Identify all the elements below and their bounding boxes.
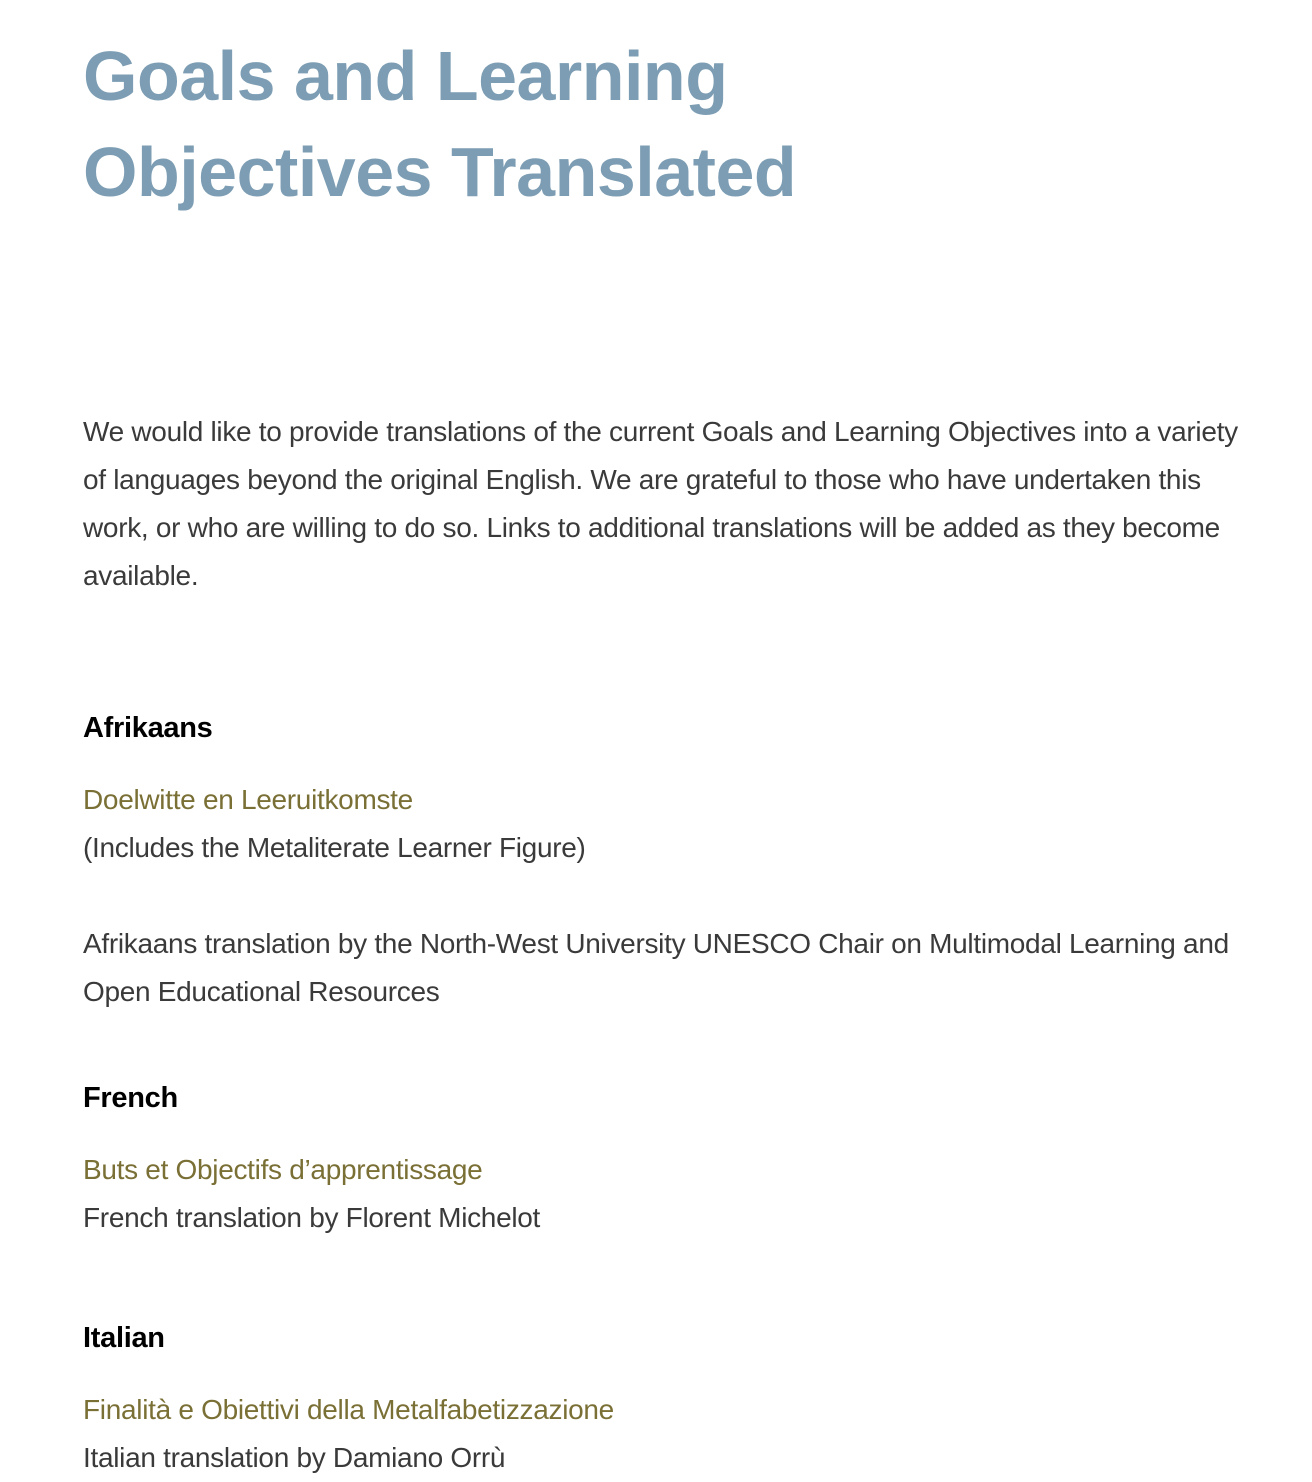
language-heading-french: French xyxy=(83,1082,178,1114)
translation-credit-italian: Italian translation by Damiano Orrù xyxy=(83,1442,506,1473)
translation-credit-afrikaans: Afrikaans translation by the North-West University UNESCO Chair on Multimodal Learning and Open Educational Resources xyxy=(83,928,1229,1007)
language-heading-italian: Italian xyxy=(83,1322,165,1354)
language-heading-afrikaans: Afrikaans xyxy=(83,712,213,744)
page-title-line-1: Goals and Learning xyxy=(83,37,728,115)
translation-credit-french: French translation by Florent Michelot xyxy=(83,1202,541,1233)
translation-link-italian[interactable]: Finalità e Obiettivi della Metalfabetizzazione xyxy=(83,1394,614,1425)
page-title xyxy=(83,0,1263,220)
translation-link-french[interactable]: Buts et Objectifs d’apprentissage xyxy=(83,1154,483,1185)
translation-note-afrikaans: (Includes the Metaliterate Learner Figure) xyxy=(83,832,586,863)
section-afrikaans xyxy=(83,704,1263,1016)
page-content xyxy=(83,0,1263,1482)
page-title-line-2: Objectives Translated xyxy=(83,133,797,211)
intro-paragraph: We would like to provide translations of the current Goals and Learning Objectives into a variety of languages beyond the original English. We are grateful to those who have undertaken this work, or who are willing to do so. Links to additional translations will be added as they become available. xyxy=(83,416,1238,591)
section-italian xyxy=(83,1314,1263,1482)
translation-link-afrikaans[interactable]: Doelwitte en Leeruitkomste xyxy=(83,784,413,815)
section-french xyxy=(83,1074,1263,1242)
